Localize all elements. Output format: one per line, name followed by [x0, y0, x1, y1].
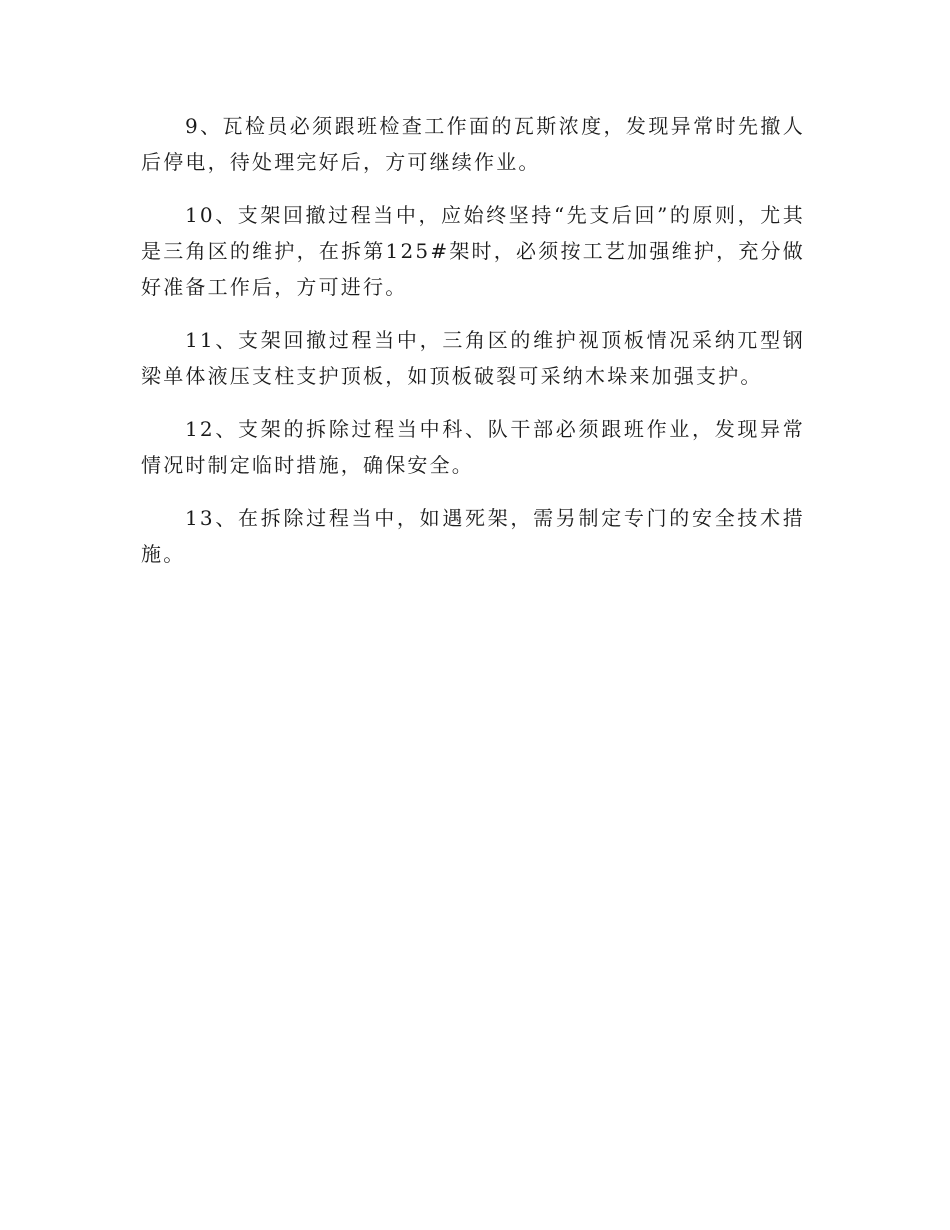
paragraph-12: 12、支架的拆除过程当中科、队干部必须跟班作业，发现异常情况时制定临时措施，确保安全。 — [141, 417, 805, 477]
paragraph-13: 13、在拆除过程当中，如遇死架，需另制定专门的安全技术措施。 — [141, 506, 805, 566]
paragraph-9: 9、瓦检员必须跟班检查工作面的瓦斯浓度，发现异常时先撤人后停电，待处理完好后，方可继续作业。 — [141, 114, 805, 174]
paragraph-11: 11、支架回撤过程当中，三角区的维护视顶板情况采纳兀型钢梁单体液压支柱支护顶板，如顶板破裂可采纳木垛来加强支护。 — [141, 328, 805, 388]
paragraph-10: 10、支架回撤过程当中，应始终坚持“先支后回”的原则，尤其是三角区的维护，在拆第125#架时，必须按工艺加强维护，充分做好准备工作后，方可进行。 — [141, 203, 805, 299]
document-body — [141, 108, 805, 589]
